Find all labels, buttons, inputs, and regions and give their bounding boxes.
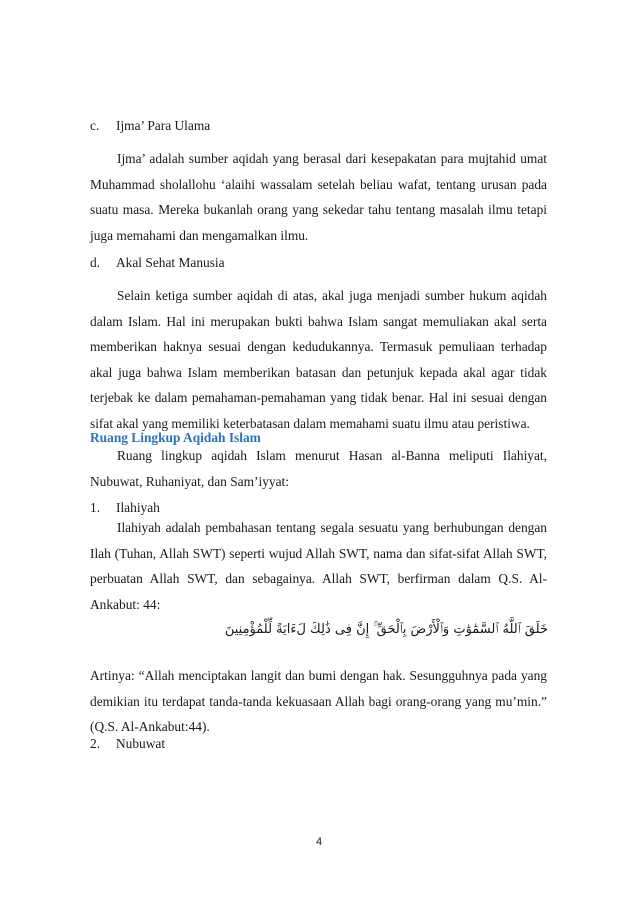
list-marker: c. <box>90 118 100 133</box>
list-item-label: Akal Sehat Manusia <box>116 255 225 270</box>
list-marker: 1. <box>90 500 101 515</box>
list-marker: 2. <box>90 736 101 751</box>
list-item-ijma-heading <box>90 118 210 134</box>
paragraph-artinya <box>90 663 547 740</box>
arabic-verse: خَلَقَ ٱللَّهُ ٱلسَّمَٰوَٰتِ وَٱلْأَرْضَ بِٱلْحَقِّ ۚ إِنَّ فِى ذَٰلِكَ لَءَايَةً لِّلْمُؤْمِنِينَ <box>224 622 548 637</box>
list-marker: d. <box>90 255 101 270</box>
list-item-label: Ijma’ Para Ulama <box>116 118 211 133</box>
paragraph-text: Selain ketiga sumber aqidah di atas, akal juga menjadi sumber hukum aqidah dalam Islam. Hal ini merupakan bukti bahwa Islam sangat memuliakan akal serta memberikan haknya sesuai dengan kedudukannya. Termasuk pemuliaan terhadap akal juga bahwa Islam memberikan batasan dan petunjuk kepada akal agar tidak terjebak ke dalam pemahaman-pemahaman yang tidak benar. Hal ini sesuai dengan sifat akal yang memiliki keterbatasan dalam memahami suatu ilmu atau peristiwa. <box>90 288 547 431</box>
list-item-ilahiyah-heading <box>90 500 160 516</box>
paragraph-ilahiyah <box>90 515 547 617</box>
list-item-label: Ilahiyah <box>116 500 160 515</box>
paragraph-text: Ijma’ adalah sumber aqidah yang berasal dari kesepakatan para mujtahid umat Muhammad sholallohu ‘alaihi wassalam setelah beliau wafat, tentang urusan pada suatu masa. Mereka bukanlah orang yang sekedar tahu tentang masalah ilmu tetapi juga memahami dan mengamalkan ilmu. <box>90 151 547 243</box>
paragraph-text: Artinya: “Allah menciptakan langit dan bumi dengan hak. Sesungguhnya pada yang demikian itu terdapat tanda-tanda kekuasaan Allah bagi orang-orang yang mu’min.” (Q.S. Al-Ankabut:44). <box>90 668 547 734</box>
list-item-akal-heading <box>90 255 225 271</box>
paragraph-text: Ilahiyah adalah pembahasan tentang segala sesuatu yang berhubungan dengan Ilah (Tuhan, Allah SWT) seperti wujud Allah SWT, nama dan sifat-sifat Allah SWT, perbuatan Allah SWT, dan sebagainya. Allah SWT, berfirman dalam Q.S. Al-Ankabut: 44: <box>90 520 547 612</box>
list-item-nubuwat-heading <box>90 736 165 752</box>
paragraph-ijma <box>90 146 547 248</box>
list-item-label: Nubuwat <box>116 736 166 751</box>
paragraph-akal <box>90 283 547 436</box>
page-number: 4 <box>315 836 323 848</box>
paragraph-ruang-lingkup <box>90 443 547 494</box>
paragraph-text: Ruang lingkup aqidah Islam menurut Hasan al-Banna meliputi Ilahiyat, Nubuwat, Ruhaniyat, dan Sam’iyyat: <box>90 448 547 489</box>
section-title: Ruang Lingkup Aqidah Islam <box>90 430 261 445</box>
